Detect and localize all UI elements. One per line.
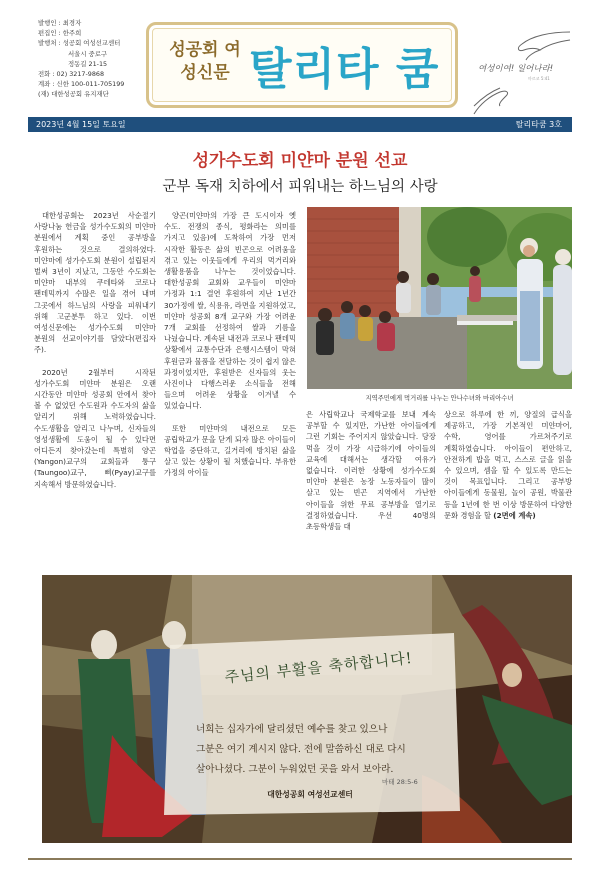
photo-illustration (307, 207, 572, 389)
issue-bar (28, 117, 572, 132)
paragraph-text: 상으로 하루에 한 끼, 양질의 급식을 제공하고, 가장 기본적인 미얀마어, 수학, 영어를 가르쳐주기로 계획하였습니다. 아이들이 편안하고, 안전하게 밥을 먹고, 스스로 글을 읽을 수 있으며, 셈을 할 수 있도록 만드는 것이 목표입니다. 그리고 공부방 아이들에게 동물원, 놀이 공원, 박물관 등을 1년에 한 번 이상 방문하여 다양한 문화 경험을 할 (444, 410, 572, 520)
verse-reference: 마태 28:5-6 (382, 778, 418, 786)
publisher-info (38, 18, 158, 100)
publisher-line: 계좌 : 신한 100-011-705199 (38, 80, 125, 89)
verse-line: 살아나셨다. 그분이 누워었던 곳을 와서 보아라. (196, 764, 394, 775)
easter-heading: 주님의 부활을 축하합니다! (223, 648, 414, 687)
publisher-line: 서울시 중로구 (68, 49, 108, 58)
article-column-2 (164, 210, 296, 490)
publisher-line: 발행처 : 성공회 여성선교센터 (38, 39, 121, 48)
publisher-line: 발행인 : 최경자 (38, 19, 82, 27)
article-column-3 (306, 409, 436, 543)
article-column-4 (444, 409, 572, 532)
issue-date: 2023년 4월 15일 토요일 (36, 120, 126, 129)
slogan: 여성이여! 일어나라! (478, 64, 554, 74)
publisher-line: 편집인 : 한주희 (38, 29, 82, 38)
easter-message (162, 635, 458, 805)
subheadline: 군부 독재 치하에서 피워내는 하느님의 사랑 (162, 179, 438, 195)
newspaper-subtitle: 성공회 여성신문 (169, 40, 241, 83)
publisher-line: 정동길 21-15 (68, 59, 108, 68)
publisher-line: 전화 : 02) 3217-9868 (38, 70, 105, 79)
newspaper-title: 탈리타 쿰 (249, 44, 440, 95)
easter-signature: 대한성공회 여성선교센터 (267, 790, 353, 799)
paragraph: 은 사립학교나 국제학교를 보내 계속 공부할 수 있지만, 가난한 아이들에게 그런 기회는 주어지지 않았습니다. 당장 먹을 것이 가장 시급하기에 아이들의 교육에 대해서는 생각할 여유가 없습니다. 이러한 상황에 성가수도회 미얀마 분원은 농장 노동자들이 많이 살고 있는 빈곤 지역에서 가난한 아이들을 위한 무료 공부방을 열기로 결정하였습니다. 우선 40명의 초등학생들 대 (306, 410, 436, 532)
bottom-divider (28, 858, 572, 860)
paragraph: 양곤(미얀마의 가장 큰 도시이자 옛 수도. 전쟁의 종식, 평화라는 의미를 가지고 있음)에 도착하여 가장 먼저 시작한 활동은 삶의 빈곤으로 어려움을 겪고 있는 이웃들에게 우리의 먹거리와 생활용품을 나누는 것이었습니다. 대한성공회 교회와 교우들이 미얀마 가정과 1:1 결연 후원하여 지난 1년간 30가정에 쌀, 식용유, 라면을 지원하였고, 미얀마 성공회 8개 교구와 가장 어려운 7개 교회를 선정하여 쌀과 기름을 나눴습니다. 계속된 내전과 코로나 팬데믹 상황에서 교통수단과 은행시스템이 막혀 후원금과 물품을 전달하는 것이 쉽지 않은 과정이었지만, 후원받은 신자들의 웃는 사진이나 다행스러운 소식들을 전해 들으며 어려운 상황을 이겨낼 수 있었습니다. (164, 211, 296, 411)
article-column-1 (34, 210, 156, 501)
publisher-line: (재) 대한성공회 유지재단 (38, 90, 109, 99)
issue-number: 탈리타쿰 3호 (515, 120, 562, 129)
photo-caption: 지역주민에게 먹거리를 나누는 안나수녀와 마리아수녀 (365, 395, 514, 402)
title-box (146, 22, 458, 108)
masthead (0, 0, 600, 118)
continued-note: (2면에 계속) (493, 510, 536, 520)
easter-banner (42, 575, 572, 843)
paragraph: 대한성공회는 2023년 사순절기 사랑나눔 헌금을 성가수도회의 미얀마 분원에서 계획 중인 공부방을 후원하는 것으로 결의하였다. 미얀마에 성가수도회 분원이 설립된지 벌써 3년이 지났고, 그동안 수도회는 미얀마 내부의 쿠데타와 코로나 팬데믹까지 수많은 일을 겪어 내며 그곳에서 하느님의 사랑을 피워내기 위해 고군분투 하고 있다. 이번 여성신문에는 성가수도회 미얀마 분원의 선교이야기를 담았다(편집자 주). (34, 211, 156, 355)
article-photo (307, 207, 572, 389)
slogan-reference: 마르코 5:41 (528, 76, 550, 81)
paragraph (444, 409, 572, 521)
headline: 성가수도회 미얀마 분원 선교 (192, 151, 408, 171)
verse-line: 너희는 십자가에 달리셨던 예수를 찾고 있으나 (196, 724, 388, 735)
verse-line: 그분은 여기 계시지 않다. 전에 말씀하신 대로 다시 (196, 744, 406, 755)
paragraph: 2020년 2월부터 시작된 성가수도회 미얀마 분원은 오랜 시간동안 미얀마 성공회 안에서 찾아 볼 수 없었던 수도원과 수도자의 삶을 알리기 위해 노력하였습니다. 수도생활을 알리고 나누며, 신자들의 영성생활에 도움이 될 수 있다면 어디든지 찾아갔는데 특별히 양곤(Yangon)교구의 교회들과 퉁구(Taungoo)교구, 삐(Pyay)교구를 지속해서 방문하였습니다. (34, 367, 156, 489)
paragraph: 또한 미얀마의 내전으로 모든 공립학교가 문을 닫게 되자 많은 아이들이 학업을 중단하고, 길거리에 방치된 삶을 살고 있는 상황이 될 처했습니다. 부유한 가정의 아이들 (164, 423, 296, 478)
